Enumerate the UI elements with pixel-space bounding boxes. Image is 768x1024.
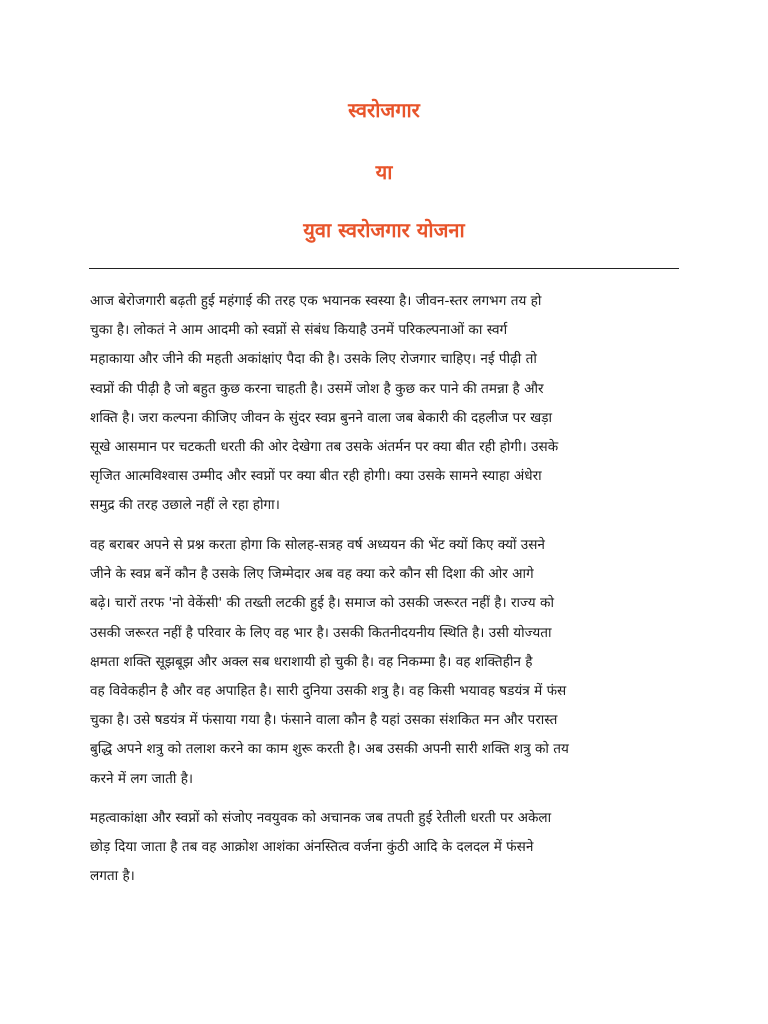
- paragraph-line: वह विवेकहीन है और वह अपाहित है। सारी दुनिया उसकी शत्रु है। वह किसी भयावह षडयंत्र में फंस: [90, 683, 567, 700]
- paragraph-line: बुद्धि अपने शत्रु को तलाश करने का काम शुरू करती है। अब उसकी अपनी सारी शक्ति शत्रु को तय: [90, 741, 569, 758]
- paragraph-line: समुद्र की तरह उछाले नहीं ले रहा होगा।: [90, 497, 280, 514]
- paragraph-line: छोड़ दिया जाता है तब वह आक्रोश आशंका अंनस्तित्व वर्जना कुंठी आदि के दलदल में फंसने: [90, 839, 534, 856]
- paragraph-line: चुका है। लोकतं ने आम आदमी को स्वप्नों से संबंध कियाहै उनमें परिकल्पनाओं का स्वर्ग: [90, 322, 508, 339]
- title-line-2: या: [375, 160, 393, 184]
- paragraph-1: [90, 287, 680, 521]
- paragraph-line: वह बराबर अपने से प्रश्न करता होगा कि सोलह-सत्रह वर्ष अध्ययन की भेंट क्यों किए क्यों उसने: [90, 537, 545, 553]
- paragraph-3: [90, 804, 680, 892]
- paragraph-line: महाकाया और जीने की महती अकांक्षांए पैदा की है। उसके लिए रोजगार चाहिए। नई पीढ़ी तो: [90, 351, 537, 368]
- paragraph-line: क्षमता शक्ति सूझबूझ और अक्ल सब धराशायी हो चुकी है। वह निकम्मा है। वह शक्तिहीन है: [90, 653, 533, 670]
- paragraph-line: शक्ति है। जरा कल्पना कीजिए जीवन के सुंदर स्वप्न बुनने वाला जब बेकारी की दहलीज पर खड़ा: [90, 409, 553, 426]
- title-line-3: युवा स्वरोजगार योजना: [303, 218, 465, 242]
- paragraph-line: स्वप्नों की पीढ़ी है जो बहुत कुछ करना चाहती है। उसमें जोश है कुछ कर पाने की तमन्ना है और: [90, 380, 544, 397]
- paragraph-line: लगता है।: [90, 868, 135, 885]
- paragraph-line: जीने के स्वप्न बनें कौन है उसके लिए जिम्मेदार अब वह क्या करे कौन सी दिशा की ओर आगे: [90, 566, 534, 583]
- paragraph-line: चुका है। उसे षडयंत्र में फंसाया गया है। फंसाने वाला कौन है यहां उसका संशकित मन और परास्त: [90, 712, 558, 729]
- paragraph-line: सृजित आत्मविश्वास उम्मीद और स्वप्नों पर क्या बीत रही होगी। क्या उसके सामने स्याहा अंधेरा: [90, 468, 542, 485]
- paragraph-line: बढ़े। चारों तरफ 'नो वेकेंसी' की तख्ती लटकी हुई है। समाज को उसकी जरूरत नहीं है। राज्य को: [90, 595, 554, 612]
- paragraph-line: उसकी जरूरत नहीं है परिवार के लिए वह भार है। उसकी कितनीदयनीय स्थिति है। उसी योज्यता: [90, 624, 552, 641]
- paragraph-line: सूखे आसमान पर चटकती धरती की ओर देखेगा तब उसके अंतर्मन पर क्या बीत रही होगी। उसके: [90, 439, 559, 456]
- title-line-1: स्वरोजगार: [348, 98, 420, 122]
- paragraph-line: करने में लग जाती है।: [90, 770, 194, 787]
- paragraph-line: महत्वाकांक्षा और स्वप्नों को संजोए नवयुवक को अचानक जब तपती हुई रेतीली धरती पर अकेला: [90, 810, 552, 826]
- paragraph-line: आज बेरोजगारी बढ़ती हुई महंगाई की तरह एक भयानक स्वस्या है। जीवन-स्तर लगभग तय हो: [90, 293, 542, 309]
- paragraph-2: [90, 531, 680, 794]
- title-divider: [89, 268, 679, 269]
